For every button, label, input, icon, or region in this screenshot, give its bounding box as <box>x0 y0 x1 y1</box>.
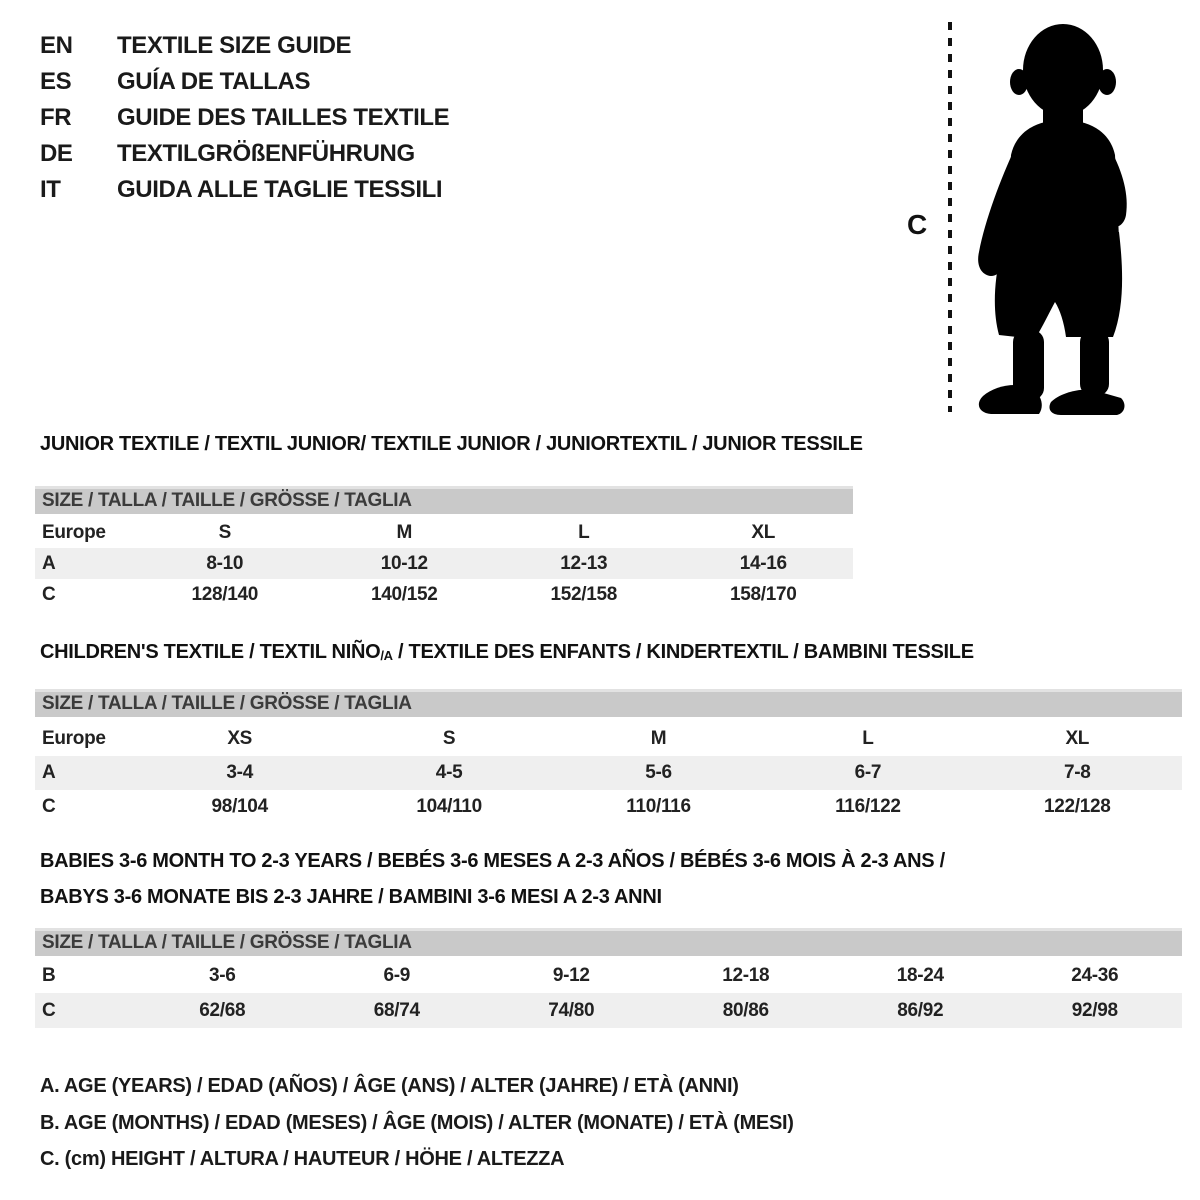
height-cell: 158/170 <box>729 583 797 605</box>
age-cell: 5-6 <box>645 762 672 783</box>
language-code: ES <box>40 68 72 95</box>
height-cell: 110/116 <box>626 796 691 817</box>
age-cell: 14-16 <box>739 552 787 574</box>
row-label: Europe <box>42 728 106 749</box>
table-row-height <box>35 790 1182 824</box>
age-cell: 6-7 <box>854 762 882 783</box>
language-row-fr <box>40 100 449 136</box>
height-cell: 68/74 <box>373 999 420 1021</box>
size-cell: M <box>396 521 413 543</box>
guide-title-fr: GUIDE DES TAILLES TEXTILE <box>117 104 450 131</box>
section-title-junior: JUNIOR TEXTILE / TEXTIL JUNIOR/ TEXTILE JUNIOR / JUNIORTEXTIL / JUNIOR TESSILE <box>40 433 863 455</box>
language-code: FR <box>40 104 72 131</box>
row-label: C <box>42 583 56 605</box>
junior-size-table <box>35 517 853 610</box>
language-code: IT <box>40 176 61 203</box>
language-code: EN <box>40 32 73 59</box>
height-cell: 74/80 <box>548 999 595 1021</box>
height-cell: 92/98 <box>1071 999 1118 1021</box>
legend-line-b: B. AGE (MONTHS) / EDAD (MESES) / ÂGE (MOIS) / ALTER (MONATE) / ETÀ (MESI) <box>40 1111 794 1134</box>
row-label: A <box>42 552 56 574</box>
age-cell: 24-36 <box>1071 964 1119 986</box>
table-row-age <box>35 548 853 579</box>
age-cell: 7-8 <box>1064 762 1091 783</box>
size-cell: XL <box>751 521 776 543</box>
language-row-en <box>40 28 449 64</box>
table-row-europe <box>35 517 853 548</box>
legend-line-c: C. (cm) HEIGHT / ALTURA / HAUTEUR / HÖHE / ALTEZZA <box>40 1148 565 1170</box>
age-cell: 8-10 <box>206 552 244 574</box>
size-cell: S <box>218 521 231 543</box>
height-cell: 98/104 <box>211 796 268 817</box>
children-title-sub: /A <box>380 648 393 663</box>
size-header-band-babies: SIZE / TALLA / TAILLE / GRÖSSE / TAGLIA <box>35 928 1182 956</box>
guide-title-es: GUÍA DE TALLAS <box>117 68 311 95</box>
babies-size-table <box>35 958 1182 1028</box>
height-cell: 86/92 <box>897 999 944 1021</box>
size-cell: S <box>442 728 456 749</box>
height-cell: 128/140 <box>191 583 259 605</box>
age-cell: 6-9 <box>383 964 411 986</box>
row-label: C <box>42 999 56 1021</box>
legend-line-a: A. AGE (YEARS) / EDAD (AÑOS) / ÂGE (ANS) / ALTER (JAHRE) / ETÀ (ANNI) <box>40 1075 739 1097</box>
measure-c-label: C <box>907 209 928 240</box>
guide-title-it: GUIDA ALLE TAGLIE TESSILI <box>117 176 443 203</box>
guide-title-de: TEXTILGRÖßENFÜHRUNG <box>117 140 415 167</box>
size-cell: XS <box>227 728 253 749</box>
size-cell: L <box>578 521 590 543</box>
height-cell: 122/128 <box>1043 796 1111 817</box>
age-cell: 9-12 <box>552 964 590 986</box>
language-row-it <box>40 172 449 208</box>
size-header-band-children: SIZE / TALLA / TAILLE / GRÖSSE / TAGLIA <box>35 689 1182 717</box>
height-cell: 140/152 <box>370 583 438 605</box>
table-row-age <box>35 756 1182 790</box>
size-cell: M <box>650 728 667 749</box>
height-cell: 62/68 <box>199 999 246 1021</box>
table-row-height <box>35 579 853 610</box>
age-cell: 10-12 <box>380 552 428 574</box>
age-cell: 3-4 <box>226 762 253 783</box>
children-title-text: / TEXTILE DES ENFANTS / KINDERTEXTIL / BAMBINI TESSILE <box>392 641 974 663</box>
language-title-list <box>40 28 449 208</box>
row-label: Europe <box>42 521 106 543</box>
table-row-age-months <box>35 958 1182 993</box>
row-label: C <box>42 796 56 817</box>
age-cell: 18-24 <box>896 964 944 986</box>
section-title-children <box>40 641 974 664</box>
height-cell: 152/158 <box>550 583 618 605</box>
row-label: A <box>42 762 56 783</box>
babies-title-line-1: BABIES 3-6 MONTH TO 2-3 YEARS / BEBÉS 3-6 MESES A 2-3 AÑOS / BÉBÉS 3-6 MOIS À 2-3 ANS / <box>40 850 945 872</box>
row-label: B <box>42 964 56 986</box>
language-row-de <box>40 136 449 172</box>
measurement-legend <box>40 1068 794 1178</box>
section-title-babies <box>40 843 945 915</box>
height-cell: 116/122 <box>835 796 901 817</box>
size-cell: XL <box>1065 728 1090 749</box>
age-cell: 12-18 <box>722 964 770 986</box>
age-cell: 4-5 <box>435 762 463 783</box>
size-header-band-junior: SIZE / TALLA / TAILLE / GRÖSSE / TAGLIA <box>35 486 853 514</box>
babies-title-line-2: BABYS 3-6 MONATE BIS 2-3 JAHRE / BAMBINI 3-6 MESI A 2-3 ANNI <box>40 886 662 908</box>
children-title-text: CHILDREN'S TEXTILE / TEXTIL NIÑO <box>40 641 381 663</box>
children-size-table <box>35 722 1182 824</box>
table-row-europe <box>35 722 1182 756</box>
size-cell: L <box>862 728 874 749</box>
height-cell: 80/86 <box>722 999 769 1021</box>
age-cell: 3-6 <box>208 964 236 986</box>
table-row-height <box>35 993 1182 1028</box>
height-measure-figure <box>893 10 1145 424</box>
height-cell: 104/110 <box>416 796 482 817</box>
toddler-silhouette-icon <box>978 24 1127 415</box>
guide-title-en: TEXTILE SIZE GUIDE <box>117 32 352 59</box>
language-code: DE <box>40 140 73 167</box>
language-row-es <box>40 64 449 100</box>
age-cell: 12-13 <box>560 552 608 574</box>
